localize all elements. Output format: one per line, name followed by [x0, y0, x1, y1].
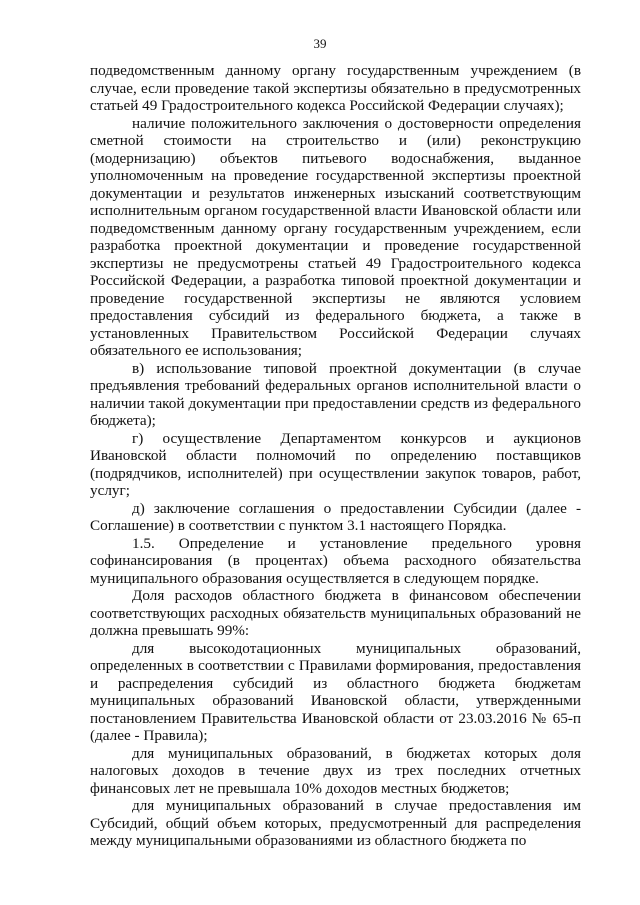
- document-body: [90, 62, 581, 850]
- page-number: 39: [313, 36, 327, 51]
- paragraph-item-g: г) осуществление Департаментом конкурсов и аукционов Ивановской области полномочий по определению поставщиков (подрядчиков, исполнителей) при осуществлении закупок товаров, работ, услуг;: [90, 429, 581, 499]
- paragraph-subsidy-volume: для муниципальных образований в случае предоставления им Субсидий, общий объем которых, предусмотренный для распределения между муниципальными образованиями из областного бюджета по: [90, 797, 581, 849]
- paragraph-item-v: в) использование типовой проектной документации (в случае предъявления требований федеральных органов исполнительной власти о наличии такой документации при предоставлении средств из федерального бюджета);: [90, 359, 581, 429]
- paragraph-expertise-institution: подведомственным данному органу государственным учреждением (в случае, если проведение такой экспертизы обязательно в предусмотренных статьей 49 Градостроительного кодекса Российской Федерации случаях);: [90, 62, 581, 114]
- paragraph-tax-revenue-share: для муниципальных образований, в бюджетах которых доля налоговых доходов в течение двух из трех последних отчетных финансовых лет не превышала 10% доходов местных бюджетов;: [90, 744, 581, 797]
- paragraph-high-subsidy-municipalities: для высокодотационных муниципальных образований, определенных в соответствии с Правилами формирования, предоставления и распределения субсидий из областного бюджета бюджетам муниципальных образований Ивановской области, утвержденными постановлением Правительства Ивановской области от 23.03.2016 № 65-п (далее - Правила);: [90, 639, 581, 744]
- paragraph-item-d: д) заключение соглашения о предоставлении Субсидии (далее - Соглашение) в соответствии с пунктом 3.1 настоящего Порядка.: [90, 499, 581, 534]
- paragraph-section-1-5: 1.5. Определение и установление предельного уровня софинансирования (в процентах) объема расходного обязательства муниципального образования осуществляется в следующем порядке.: [90, 534, 581, 587]
- paragraph-regional-budget-share: Доля расходов областного бюджета в финансовом обеспечении соответствующих расходных обязательств муниципальных образований не должна превышать 99%:: [90, 587, 581, 639]
- paragraph-estimate-conclusion: наличие положительного заключения о достоверности определения сметной стоимости на строительство и (или) реконструкцию (модернизацию) объектов питьевого водоснабжения, выданное уполномоченным на проведение государственной экспертизы проектной документации и результатов инженерных изысканий соответствующим исполнительным органом государственной власти Ивановской области или подведомственным данному органу государственным учреждением, если разработка проектной документации и проведение государственной экспертизы не предусмотрены статьей 49 Градостроительного кодекса Российской Федерации, а разработка типовой проектной документации и проведение государственной экспертизы не являются условием предоставления субсидий из федерального бюджета, а также в установленных Правительством Российской Федерации случаях обязательного ее использования;: [90, 114, 581, 359]
